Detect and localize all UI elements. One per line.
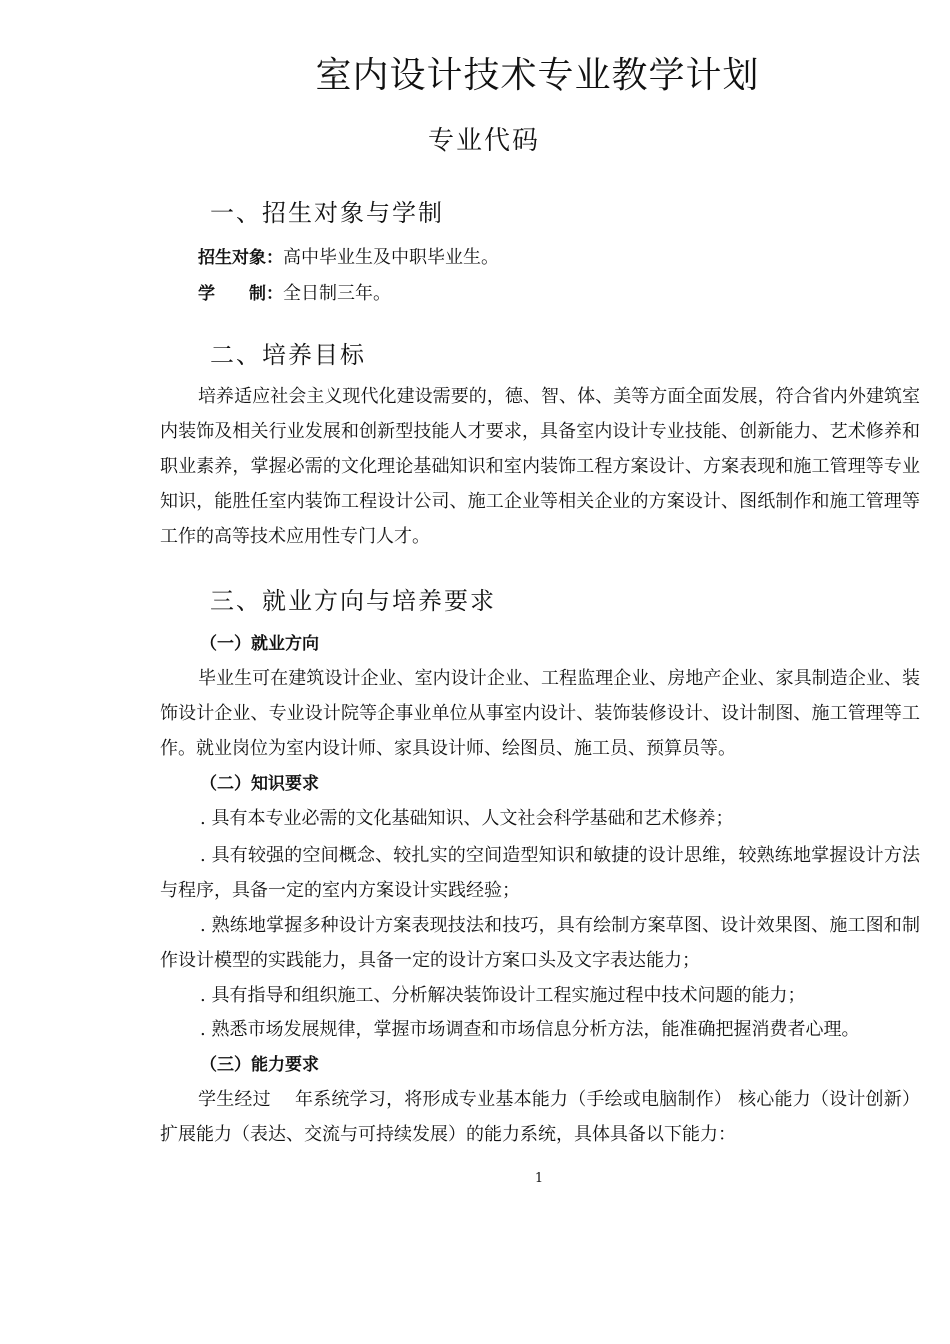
ability-paragraph: 学生经过 年系统学习，将形成专业基本能力（手绘或电脑制作） 核心能力（设计创新） 扩展能力（表达、交流与可持续发展）的能力系统，具体具备以下能力： (160, 1089, 920, 1145)
enrollment-label: 招生对象： (198, 248, 283, 268)
knowledge-item: . 熟练地掌握多种设计方案表现技法和技巧，具有绘制方案草图、设计效果图、施工图和制作设计模型的实践能力，具备一定的设计方案口头及文字表达能力； (160, 915, 920, 971)
subsection-ability-heading: （三）能力要求 (200, 1055, 319, 1075)
study-system-label: 学 制： (198, 284, 283, 304)
page-number: 1 (534, 1171, 544, 1186)
major-code-label: 专业代码 (428, 126, 541, 156)
section-3-heading: 三、就业方向与培养要求 (210, 587, 496, 615)
knowledge-item: . 具有本专业必需的文化基础知识、人文社会科学基础和艺术修养； (200, 808, 734, 829)
knowledge-item: . 具有较强的空间概念、较扎实的空间造型知识和敏捷的设计思维，较熟练地掌握设计方法与程序，具备一定的室内方案设计实践经验； (160, 845, 920, 901)
study-system-line (198, 281, 391, 307)
subsection-knowledge-heading: （二）知识要求 (200, 774, 319, 794)
study-system-value: 全日制三年。 (283, 283, 391, 304)
enrollment-value: 高中毕业生及中职毕业生。 (283, 247, 499, 268)
knowledge-item: . 熟悉市场发展规律，掌握市场调查和市场信息分析方法，能准确把握消费者心理。 (200, 1019, 860, 1040)
enrollment-line (198, 245, 499, 271)
employment-paragraph: 毕业生可在建筑设计企业、室内设计企业、工程监理企业、房地产企业、家具制造企业、装饰设计企业、专业设计院等企事业单位从事室内设计、装饰装修设计、设计制图、施工管理等工作。就业岗位为室内设计师、家具设计师、绘图员、施工员、预算员等。 (160, 668, 920, 759)
section-1-heading: 一、招生对象与学制 (210, 199, 444, 227)
knowledge-item: . 具有指导和组织施工、分析解决装饰设计工程实施过程中技术问题的能力； (200, 985, 806, 1006)
subsection-employment-heading: （一）就业方向 (200, 634, 319, 654)
training-objective-paragraph: 培养适应社会主义现代化建设需要的，德、智、体、美等方面全面发展，符合省内外建筑室内装饰及相关行业发展和创新型技能人才要求，具备室内设计专业技能、创新能力、艺术修养和职业素养，掌握必需的文化理论基础知识和室内装饰工程方案设计、方案表现和施工管理等专业知识，能胜任室内装饰工程设计公司、施工企业等相关企业的方案设计、图纸制作和施工管理等工作的高等技术应用性专门人才。 (160, 386, 920, 547)
document-title: 室内设计技术专业教学计划 (315, 55, 760, 96)
section-2-heading: 二、培养目标 (210, 341, 366, 369)
